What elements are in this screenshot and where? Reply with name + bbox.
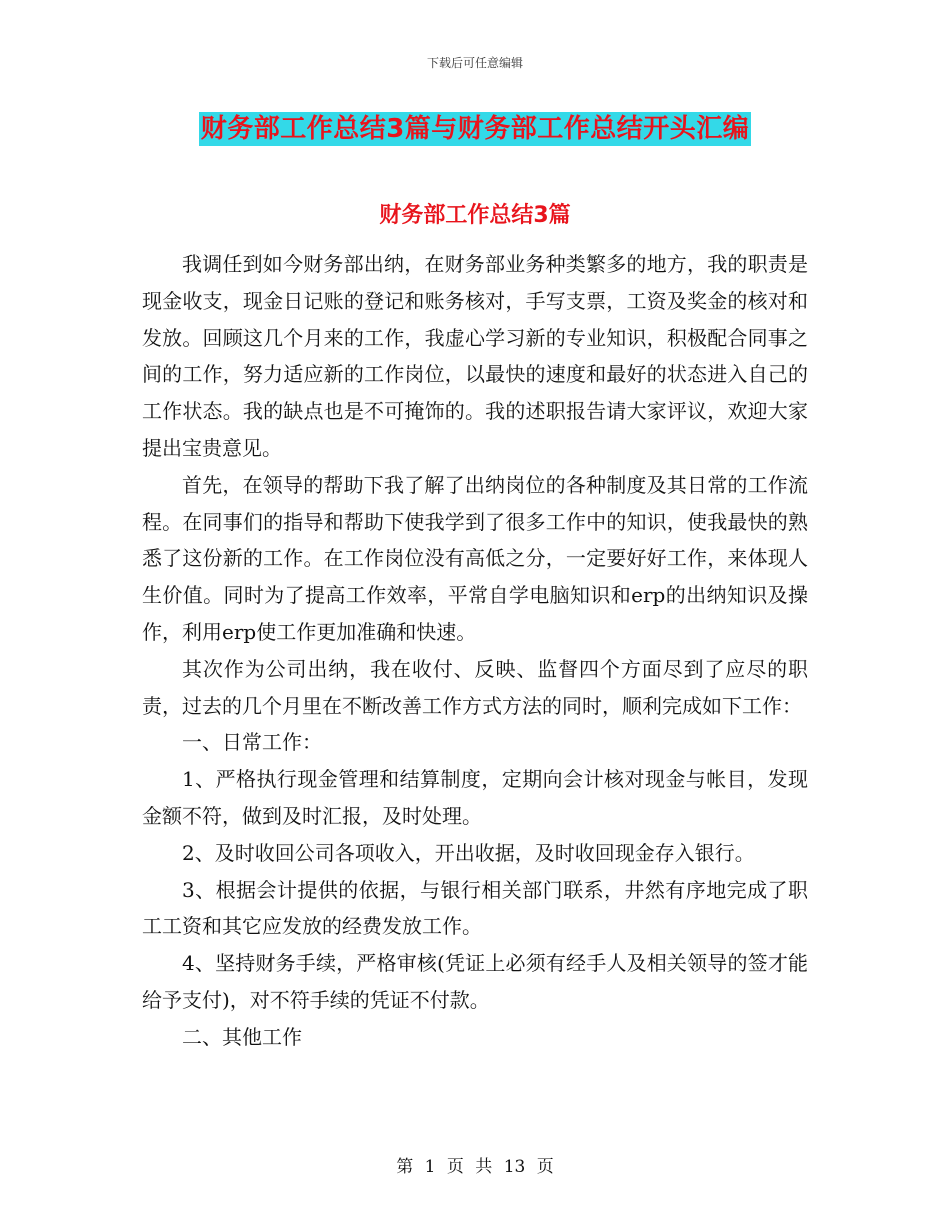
paragraph: 首先，在领导的帮助下我了解了出纳岗位的各种制度及其日常的工作流程。在同事们的指导和帮助下使我学到了很多工作中的知识，使我最快的熟悉了这份新的工作。在工作岗位没有高低之分，一定要好好工作，来体现人生价值。同时为了提高工作效率，平常自学电脑知识和erp的出纳知识及操作，利用erp使工作更加准确和快速。: [142, 472, 808, 644]
list-heading: 二、其他工作: [182, 1024, 302, 1049]
page-footer: 第 1 页 共 13 页: [396, 1157, 554, 1177]
page-header-note: 下载后可任意编辑: [426, 56, 523, 70]
document-title: 财务部工作总结3篇与财务部工作总结开头汇编: [200, 114, 750, 144]
document-title-wrap: [0, 112, 950, 146]
list-item: 4、坚持财务手续，严格审核(凭证上必须有经手人及相关领导的签才能给予支付)，对不符手续的凭证不付款。: [142, 951, 808, 1012]
paragraph: 我调任到如今财务部出纳，在财务部业务种类繁多的地方，我的职责是现金收支，现金日记账的登记和账务核对，手写支票，工资及奖金的核对和发放。回顾这几个月来的工作，我虚心学习新的专业知识，积极配合同事之间的工作，努力适应新的工作岗位，以最快的速度和最好的状态进入自己的工作状态。我的缺点也是不可掩饰的。我的述职报告请大家评议，欢迎大家提出宝贵意见。: [142, 252, 808, 460]
section-title: 财务部工作总结3篇: [379, 203, 571, 228]
list-item: 2、及时收回公司各项收入，开出收据，及时收回现金存入银行。: [182, 840, 755, 865]
list-item: 3、根据会计提供的依据，与银行相关部门联系，井然有序地完成了职工工资和其它应发放的经费发放工作。: [142, 877, 808, 939]
paragraph: 其次作为公司出纳，我在收付、反映、监督四个方面尽到了应尽的职责，过去的几个月里在不断改善工作方式方法的同时，顺利完成如下工作：: [142, 656, 808, 718]
document-body: [142, 246, 808, 1056]
list-item: 1、严格执行现金管理和结算制度，定期向会计核对现金与帐目，发现金额不符，做到及时汇报，及时处理。: [142, 767, 808, 828]
list-heading: 一、日常工作：: [182, 730, 322, 755]
